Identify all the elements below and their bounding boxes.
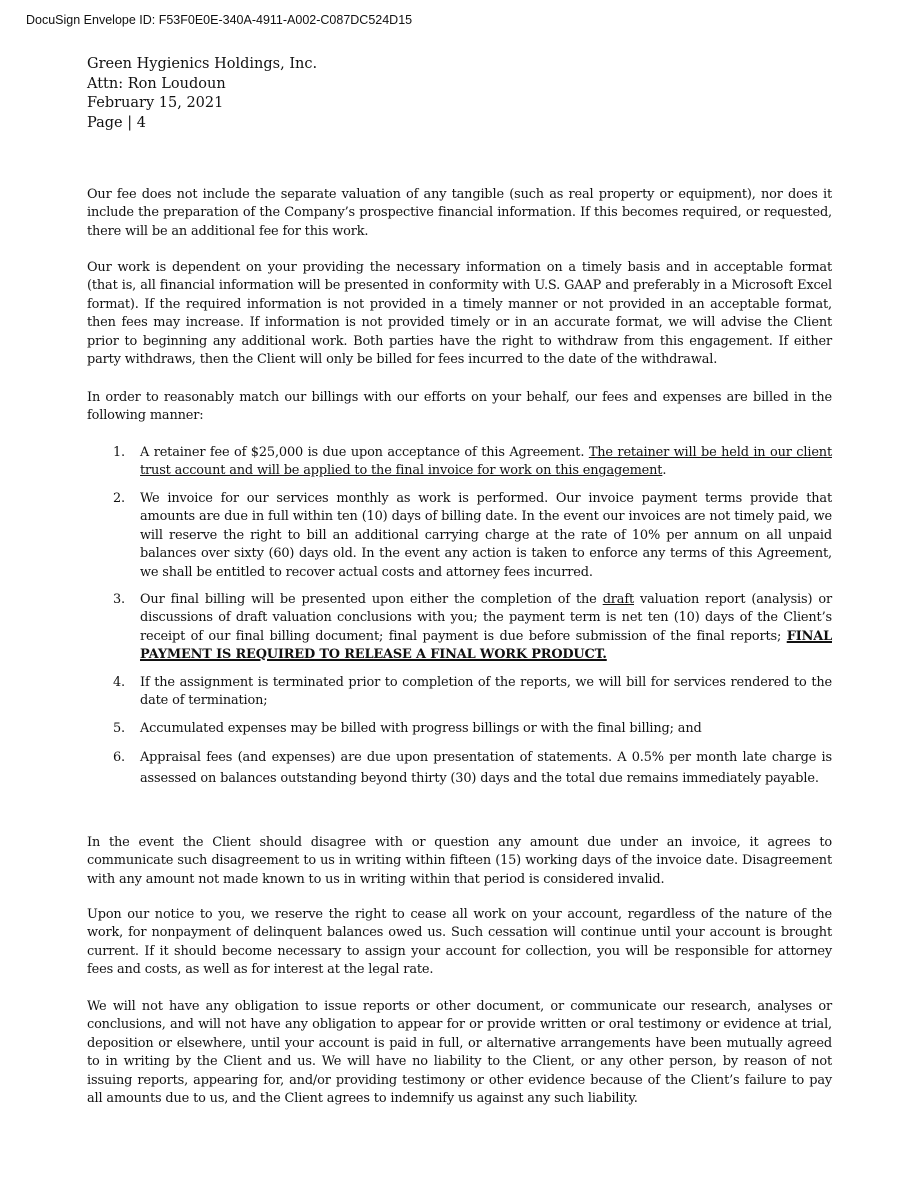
letter-header <box>87 55 317 133</box>
paragraph-billing-intro: In order to reasonably match our billings with our efforts on your behalf, our fees and expenses are billed in the following manner: <box>87 390 832 424</box>
recipient-attn: Attn: Ron Loudoun <box>87 75 226 92</box>
paragraph-fee-exclusions: Our fee does not include the separate valuation of any tangible (such as real property or equipment), nor does it include the preparation of the Company’s prospective financial information. If this becomes required, or requested, there will be an additional fee for this work. <box>87 187 832 239</box>
page-number: Page | 4 <box>87 114 146 131</box>
paragraph-information-dependency: Our work is dependent on your providing the necessary information on a timely basis and in acceptable format (that is, all financial information will be presented in conformity with U.S. GAAP and preferably in a Microsoft Excel format). If the required information is not provided in a timely manner or not provided in an acceptable format, then fees may increase. If information is not provided timely or in an accurate format, we will advise the Client prior to beginning any additional work. Both parties have the right to withdraw from this engagement. If either party withdraws, then the Client will only be billed for fees incurred to the date of the withdrawal. <box>87 260 832 368</box>
list-item-monthly-invoice: 2. We invoice for our services monthly as work is performed. Our invoice payment terms provide that amounts are due in full within ten (10) days of billing date. In the event our invoices are not timely paid, we will reserve the right to bill an additional carrying charge at the rate of 10% per annum on all unpaid balances over sixty (60) days old. In the event any action is taken to enforce any terms of this Agreement, we shall be entitled to recover actual costs and attorney fees incurred. <box>113 491 832 580</box>
docusign-envelope-id: DocuSign Envelope ID: F53F0E0E-340A-4911-A002-C087DC524D15 <box>26 13 413 27</box>
recipient-company: Green Hygienics Holdings, Inc. <box>87 56 318 72</box>
paragraph-invoice-disputes: In the event the Client should disagree with or question any amount due under an invoice, it agrees to communicate such disagreement to us in writing within fifteen (15) working days of the invoice date. Disagreement with any amount not made known to us in writing within that period is considered invalid. <box>87 835 832 887</box>
letter-date: February 15, 2021 <box>87 95 224 112</box>
paragraph-cessation-of-work: Upon our notice to you, we reserve the right to cease all work on your account, regardless of the nature of the work, for nonpayment of delinquent balances owed us. Such cessation will continue until your account is brought current. If it should become necessary to assign your account for collection, you will be responsible for attorney fees and costs, as well as for interest at the legal rate. <box>87 907 832 978</box>
list-item-appraisal-fees: 6. Appraisal fees (and expenses) are due upon presentation of statements. A 0.5% per month late charge is assessed on balances outstanding beyond thirty (30) days and the total due remains immediately payable. <box>113 750 832 786</box>
list-item-final-billing: 3. Our final billing will be presented upon either the completion of the draft valuation report (analysis) or discussions of draft valuation conclusions with you; the payment term is net ten (10) days of the Client’s receipt of our final billing document; final payment is due before submission of the final reports; FINAL PAYMENT IS REQUIRED TO RELEASE A FINAL WORK PRODUCT. <box>113 592 832 663</box>
list-item-termination: 4. If the assignment is terminated prior to completion of the reports, we will bill for services rendered to the date of termination; <box>113 675 832 709</box>
paragraph-no-obligation: We will not have any obligation to issue reports or other document, or communicate our research, analyses or conclusions, and will not have any obligation to appear for or provide written or oral testimony or evidence at trial, deposition or elsewhere, until your account is paid in full, or alternative arrangements have been mutually agreed to in writing by the Client and us. We will have no liability to the Client, or any other person, by reason of not issuing reports, appearing for, and/or providing testimony or other evidence because of the Client’s failure to pay all amounts due to us, and the Client agrees to indemnify us against any such liability. <box>87 999 832 1107</box>
list-item-retainer: 1. A retainer fee of $25,000 is due upon acceptance of this Agreement. The retainer will be held in our client trust account and will be applied to the final invoice for work on this engagement. <box>113 445 832 479</box>
list-item-expenses: 5. Accumulated expenses may be billed with progress billings or with the final billing; and <box>113 721 702 736</box>
